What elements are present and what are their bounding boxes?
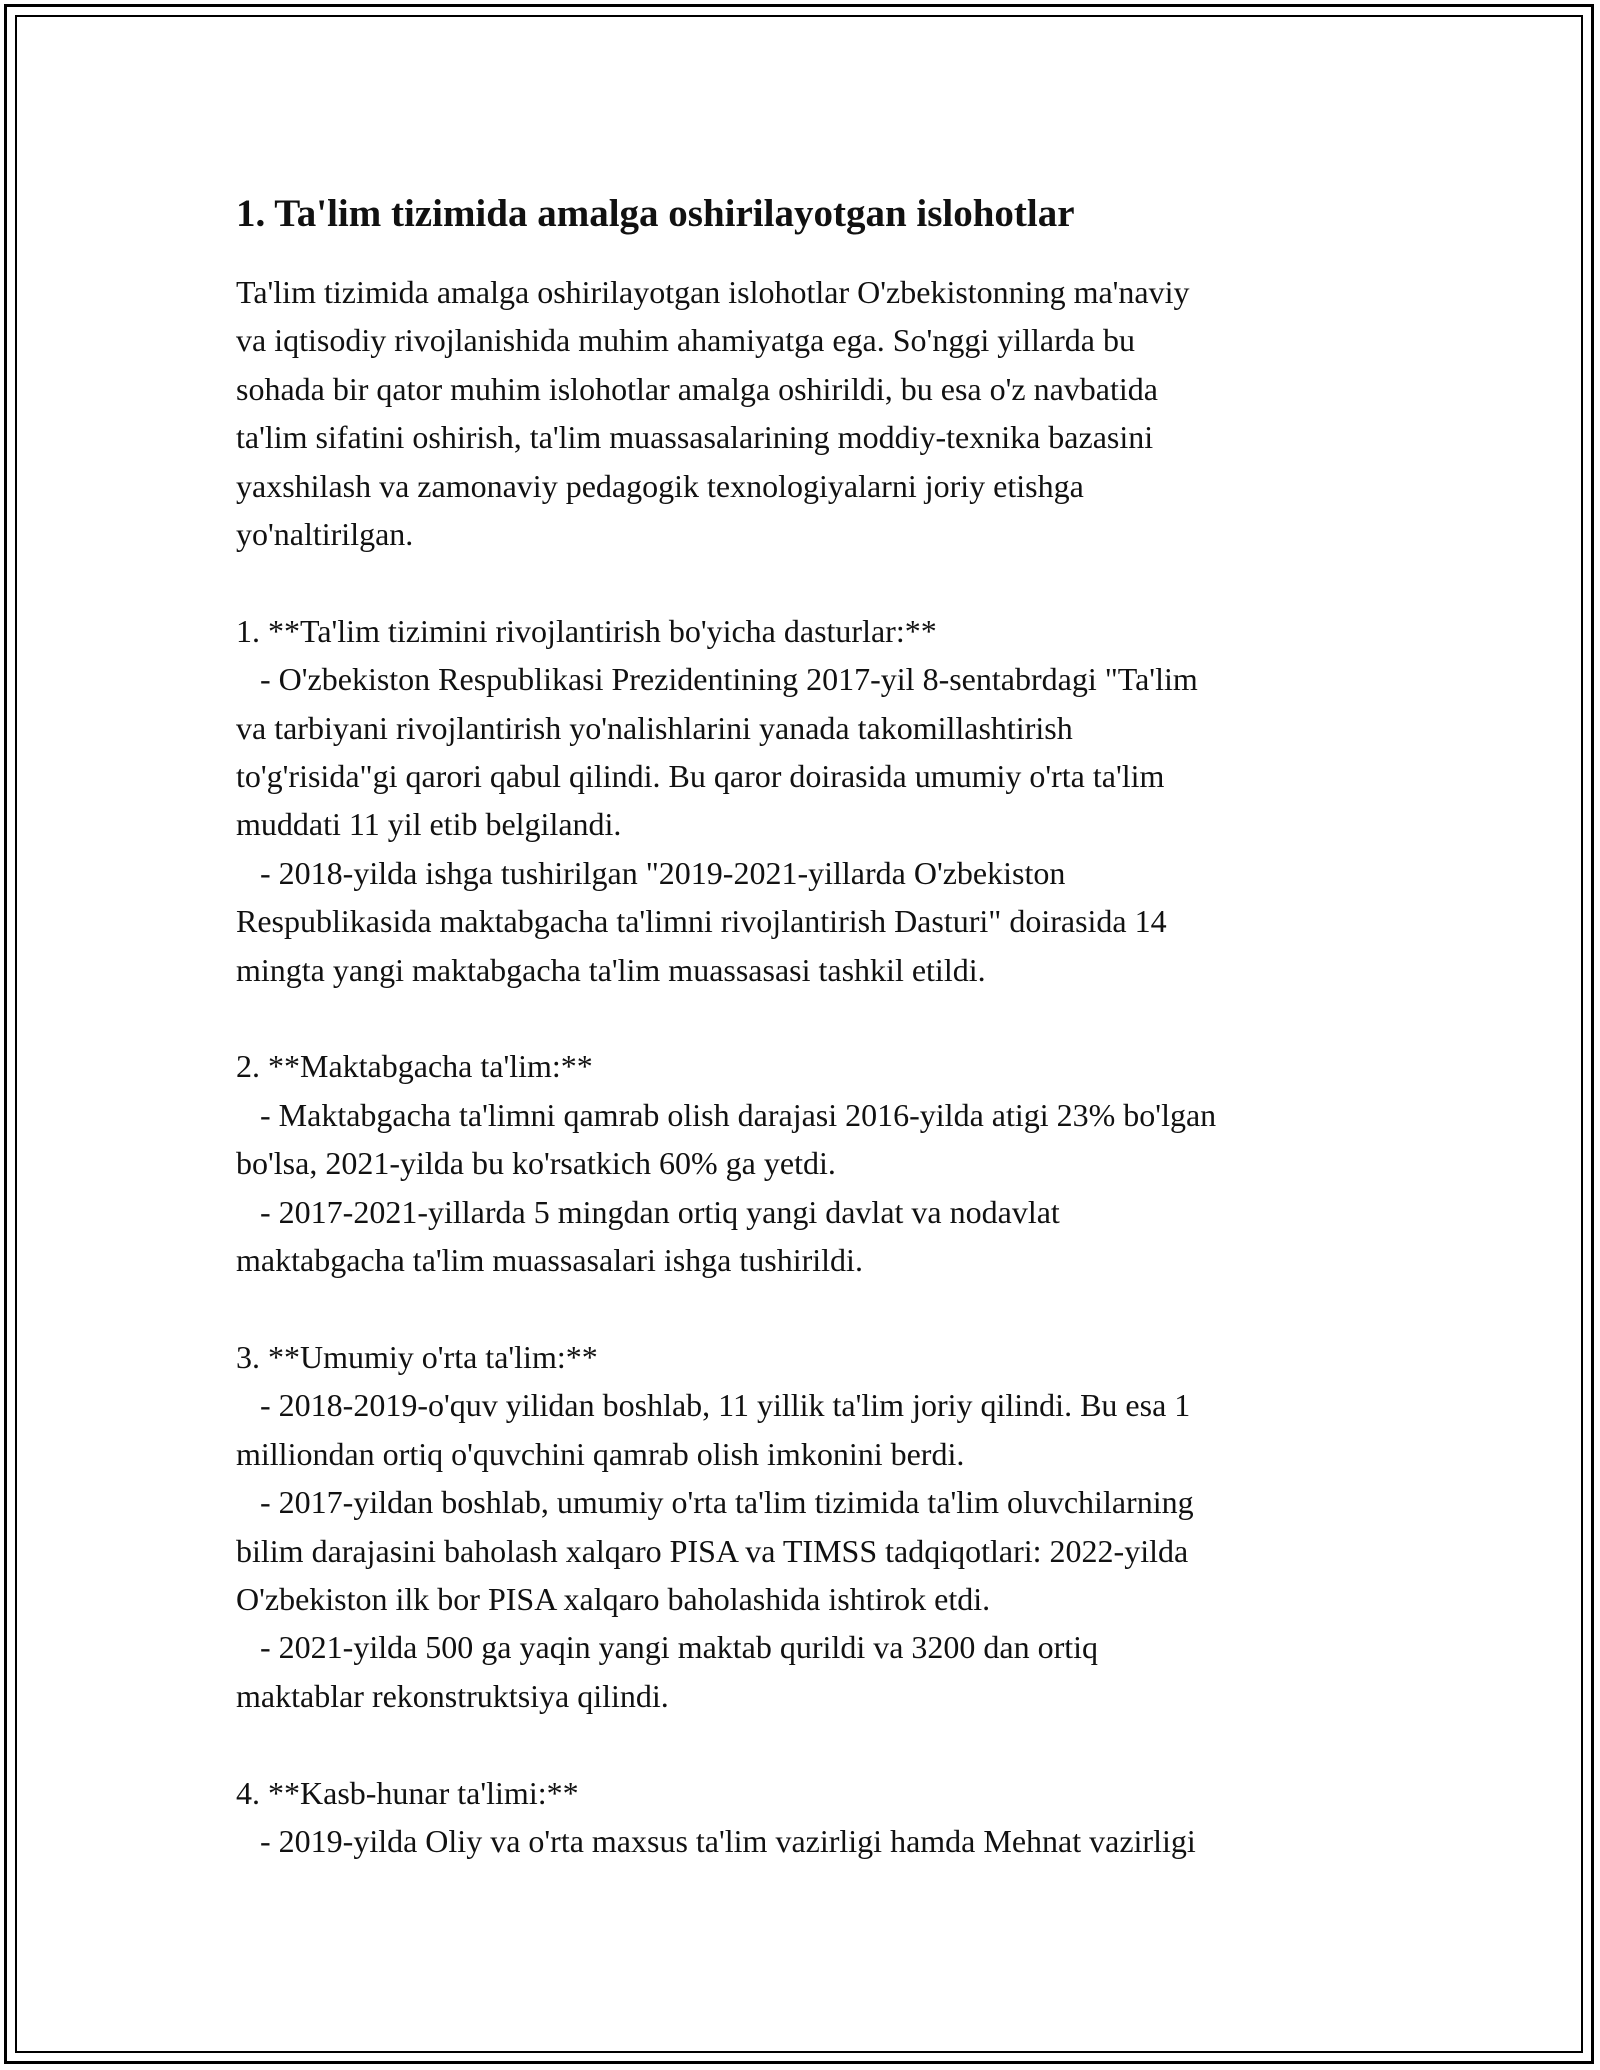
list-item: - 2017-yildan boshlab, umumiy o'rta ta'lim tizimida ta'lim oluvchilarning bilim darajasini baholash xalqaro PISA va TIMSS tadqiqotlari: 2022-yilda O'zbekiston ilk bor PISA xalqaro baholashida ishtirok etdi. <box>236 1484 1194 1617</box>
list-item: - 2018-yilda ishga tushirilgan "2019-2021-yillarda O'zbekiston Respublikasida maktabgacha ta'limni rivojlantirish Dasturi" doirasida 14 mingta yangi maktabgacha ta'lim muassasasi tashkil etildi. <box>236 854 1167 988</box>
document-body <box>236 188 1396 1865</box>
list-heading-preschool: 2. **Maktabgacha ta'lim:** <box>236 1048 593 1085</box>
list-item: - 2018-2019-o'quv yilidan boshlab, 11 yillik ta'lim joriy qilindi. Bu esa 1 milliondan ortiq o'quvchini qamrab olish imkonini berdi. <box>236 1387 1191 1472</box>
list-item: - 2019-yilda Oliy va o'rta maxsus ta'lim vazirligi hamda Mehnat vazirligi <box>236 1822 1196 1859</box>
list-item: - 2017-2021-yillarda 5 mingdan ortiq yangi davlat va nodavlat maktabgacha ta'lim muassasalari ishga tushirildi. <box>236 1193 1060 1279</box>
list-heading-programs: 1. **Ta'lim tizimini rivojlantirish bo'yicha dasturlar:** <box>236 612 937 649</box>
list-item: - 2021-yilda 500 ga yaqin yangi maktab qurildi va 3200 dan ortiq maktablar rekonstruktsiya qilindi. <box>236 1629 1099 1714</box>
paragraph-gap <box>236 994 1396 1042</box>
paragraph-gap <box>236 558 1396 606</box>
list-heading-vocational: 4. **Kasb-hunar ta'limi:** <box>236 1774 579 1811</box>
intro-paragraph: Ta'lim tizimida amalga oshirilayotgan islohotlar O'zbekistonning ma'naviy va iqtisodiy rivojlanishida muhim ahamiyatga ega. So'nggi yillarda bu sohada bir qator muhim islohotlar amalga oshirildi, bu esa o'z navbatida ta'lim sifatini oshirish, ta'lim muassasalarining moddiy-texnika bazasini yaxshilash va zamonaviy pedagogik texnologiyalarni joriy etishga yo'naltirilgan. <box>236 274 1190 553</box>
section-title: 1. Ta'lim tizimida amalga oshirilayotgan islohotlar <box>236 192 1075 235</box>
list-item: - Maktabgacha ta'limni qamrab olish darajasi 2016-yilda atigi 23% bo'lgan bo'lsa, 2021-yilda bu ko'rsatkich 60% ga yetdi. <box>236 1096 1217 1182</box>
paragraph-gap <box>236 1285 1396 1333</box>
list-item: - O'zbekiston Respublikasi Prezidentining 2017-yil 8-sentabrdagi "Ta'lim va tarbiyani rivojlantirish yo'nalishlarini yanada takomillashtirish to'g'risida"gi qarori qabul qilindi. Bu qaror doirasida umumiy o'rta ta'lim muddati 11 yil etib belgilandi. <box>236 661 1198 843</box>
paragraph-gap <box>236 1720 1396 1768</box>
list-heading-general-secondary: 3. **Umumiy o'rta ta'lim:** <box>236 1338 598 1375</box>
